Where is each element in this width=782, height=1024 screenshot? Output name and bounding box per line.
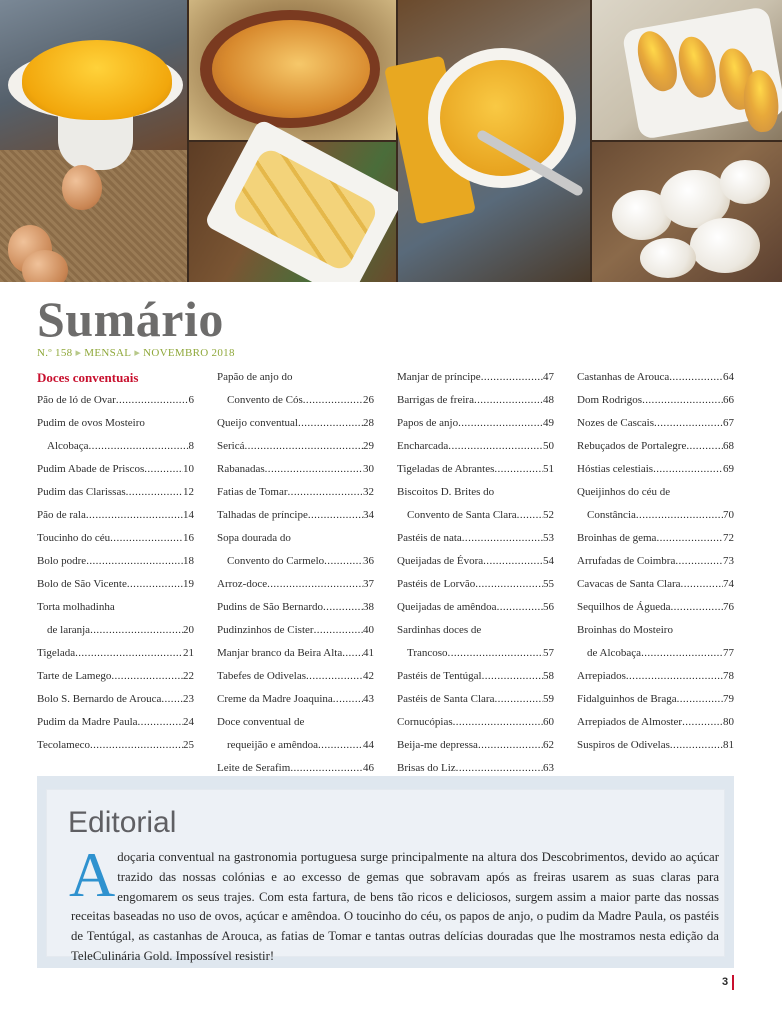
page-number: 3	[722, 976, 729, 988]
entry-title: Broinhas de gema	[577, 532, 657, 544]
entry-page: 21	[183, 647, 194, 659]
dot-leader	[654, 412, 723, 435]
issue-date: NOVEMBRO 2018	[143, 347, 235, 359]
egg	[62, 165, 102, 210]
entry-page: 47	[543, 371, 554, 383]
contents-entry	[37, 619, 194, 642]
entry-page: 37	[363, 578, 374, 590]
entry-page: 49	[543, 417, 554, 429]
contents-entry	[217, 688, 374, 711]
entry-page: 46	[363, 762, 374, 774]
issue-number: N.º 158	[37, 347, 73, 359]
contents-entry	[577, 458, 734, 481]
entry-page: 68	[723, 440, 734, 452]
contents-entry	[397, 734, 554, 757]
pao-de-lo-cake	[22, 40, 172, 120]
entry-title: Toucinho do céu	[37, 532, 111, 544]
entry-page: 40	[363, 624, 374, 636]
dot-leader	[306, 665, 363, 688]
dot-leader	[89, 435, 189, 458]
entry-page: 36	[363, 555, 374, 567]
contents-entry	[37, 389, 194, 412]
entry-title: Sequilhos de Águeda	[577, 601, 671, 613]
entry-title: Tarte de Lamego	[37, 670, 112, 682]
entry-title: Tecolameco	[37, 739, 90, 751]
entry-page: 24	[183, 716, 194, 728]
entry-title: Constância	[587, 509, 636, 521]
contents-entry	[577, 366, 734, 389]
entry-title: Fatias de Tomar	[217, 486, 288, 498]
entry-page: 6	[188, 394, 194, 406]
contents-entry	[397, 458, 554, 481]
entry-page: 18	[183, 555, 194, 567]
dot-leader	[110, 527, 183, 550]
entry-page: 30	[363, 463, 374, 475]
contents-entry	[217, 389, 374, 412]
entry-title: Pastéis de Tentúgal	[397, 670, 482, 682]
entry-title: Creme da Madre Joaquina	[217, 693, 333, 705]
dot-leader	[244, 435, 363, 458]
dot-leader	[314, 619, 363, 642]
contents-entry	[217, 734, 374, 757]
entry-title: Leite de Serafim	[217, 762, 291, 774]
entry-title: Pastéis de Santa Clara	[397, 693, 495, 705]
entry-page: 73	[723, 555, 734, 567]
entry-page: 81	[723, 739, 734, 751]
entry-title: Queijo conventual	[217, 417, 298, 429]
entry-page: 29	[363, 440, 374, 452]
triangle-icon: ▸	[75, 347, 82, 359]
entry-title: Convento do Carmelo	[227, 555, 325, 567]
entry-page: 32	[363, 486, 374, 498]
contents-entry	[577, 504, 734, 527]
dot-leader	[497, 596, 543, 619]
contents-entry	[397, 550, 554, 573]
dot-leader	[682, 711, 723, 734]
dot-leader	[86, 504, 183, 527]
contents-entry	[217, 619, 374, 642]
entry-title: Beija-me depressa	[397, 739, 478, 751]
dot-leader	[453, 711, 543, 734]
contents-entry	[37, 527, 194, 550]
dot-leader	[127, 573, 183, 596]
dot-leader	[474, 389, 543, 412]
contents-entry	[397, 366, 554, 389]
entry-title: Tigelada	[37, 647, 76, 659]
entry-page: 34	[363, 509, 374, 521]
entry-title: Papão de anjo do	[217, 371, 293, 383]
contents-entry	[577, 435, 734, 458]
entry-page: 50	[543, 440, 554, 452]
contents-entry	[397, 711, 554, 734]
entry-title: Arrepiados	[577, 670, 626, 682]
contents-entry	[577, 596, 734, 619]
entry-title: Tabefes de Odivelas	[217, 670, 307, 682]
contents-entry	[37, 550, 194, 573]
contents-entry	[37, 688, 194, 711]
entry-page: 76	[723, 601, 734, 613]
entry-page: 80	[723, 716, 734, 728]
entry-title: Pudinzinhos de Cister	[217, 624, 314, 636]
entry-title: Pão de rala	[37, 509, 86, 521]
entry-page: 57	[543, 647, 554, 659]
contents-column-4	[577, 366, 734, 757]
contents-entry	[37, 734, 194, 757]
entry-title: Rebuçados de Portalegre	[577, 440, 687, 452]
issue-line	[37, 346, 235, 359]
editorial-text	[69, 839, 719, 967]
dot-leader	[670, 596, 723, 619]
entry-title: Convento de Cós	[227, 394, 303, 406]
contents-entry	[217, 458, 374, 481]
entry-page: 23	[183, 693, 194, 705]
entry-page: 8	[188, 440, 194, 452]
entry-title: Arroz-doce	[217, 578, 268, 590]
dot-leader	[482, 665, 543, 688]
dot-leader	[324, 550, 363, 573]
meringue	[720, 160, 770, 204]
entry-title: Pudins de São Bernardo	[217, 601, 324, 613]
dot-leader	[494, 458, 543, 481]
dot-leader	[116, 389, 189, 412]
dot-leader	[308, 504, 363, 527]
page-title: Sumário	[37, 291, 224, 347]
entry-title: Queijadas de amêndoa	[397, 601, 497, 613]
contents-entry	[217, 550, 374, 573]
dot-leader	[111, 665, 183, 688]
contents-entry	[577, 734, 734, 757]
entry-title: Arrepiados de Almoster	[577, 716, 683, 728]
entry-page: 38	[363, 601, 374, 613]
dot-leader	[478, 734, 543, 757]
contents-entry	[577, 412, 734, 435]
entry-title: Bolo de São Vicente	[37, 578, 127, 590]
dot-leader	[323, 596, 363, 619]
dot-leader	[267, 573, 363, 596]
editorial-body: doçaria conventual na gastronomia portuguesa surge principalmente na altura dos Descobrimentos, devido ao açúcar trazido das nossas colónias e ao excesso de gemas que sobravam após as freiras usarem as suas claras para engomarem os seus trajes. Com esta fartura, de bens tão ricos e deliciosos, surgem assim a maior parte das nossas receitas baseadas no uso de ovos, açúcar e amêndoa. O toucinho do céu, os papos de anjo, o pudim da Madre Paula, os pastéis de Tentúgal, as castanhas de Arouca, as fatias de Tomar e tantas outras delícias douradas que lhe mostramos nesta edição da TeleCulinária Gold. Impossível resistir!	[71, 850, 719, 963]
dot-leader	[675, 550, 723, 573]
contents-entry	[397, 573, 554, 596]
entry-title: Pudim de ovos Mosteiro	[37, 417, 145, 429]
entry-title: Pastéis de Lorvão	[397, 578, 476, 590]
dot-leader	[641, 642, 723, 665]
entry-title: Trancoso	[407, 647, 448, 659]
entry-title: Pudim das Clarissas	[37, 486, 126, 498]
contents-entry	[37, 481, 194, 504]
entry-title: Arrufadas de Coimbra	[577, 555, 676, 567]
entry-title: Alcobaça	[47, 440, 89, 452]
contents-entry	[217, 596, 374, 619]
contents-entry	[37, 642, 194, 665]
dot-leader	[75, 642, 183, 665]
entry-page: 67	[723, 417, 734, 429]
entry-page: 69	[723, 463, 734, 475]
contents-entry	[37, 458, 194, 481]
entry-title: Torta molhadinha	[37, 601, 115, 613]
contents-column-1	[37, 366, 194, 757]
ovos-moles-cream	[440, 60, 564, 176]
entry-page: 16	[183, 532, 194, 544]
entry-page: 60	[543, 716, 554, 728]
entry-title: Fidalguinhos de Braga	[577, 693, 677, 705]
entry-page: 55	[543, 578, 554, 590]
entry-page: 14	[183, 509, 194, 521]
entry-title: Castanhas de Arouca	[577, 371, 670, 383]
contents-entry	[217, 642, 374, 665]
entry-page: 59	[543, 693, 554, 705]
entry-title: Queijadas de Évora	[397, 555, 484, 567]
entry-page: 48	[543, 394, 554, 406]
dot-leader	[161, 688, 183, 711]
entry-page: 25	[183, 739, 194, 751]
section-heading: Doces conventuais	[37, 370, 139, 385]
entry-title: Bolo podre	[37, 555, 87, 567]
entry-title: Pudim Abade de Priscos	[37, 463, 145, 475]
contents-entry	[37, 665, 194, 688]
contents-entry	[577, 389, 734, 412]
entry-page: 53	[543, 532, 554, 544]
entry-title: Sopa dourada do	[217, 532, 291, 544]
contents-entry	[397, 504, 554, 527]
entry-page: 52	[543, 509, 554, 521]
entry-page: 74	[723, 578, 734, 590]
dot-leader	[642, 389, 723, 412]
dot-leader	[656, 527, 723, 550]
editorial-panel	[47, 790, 724, 963]
contents-entry	[217, 412, 374, 435]
dot-leader	[677, 688, 723, 711]
entry-title: Encharcada	[397, 440, 449, 452]
entry-title: Hóstias celestiais	[577, 463, 654, 475]
contents-entry	[577, 665, 734, 688]
contents-entry	[577, 527, 734, 550]
contents-entry	[217, 481, 374, 504]
entry-title: Pão de ló de Ovar	[37, 394, 116, 406]
contents-entry	[217, 504, 374, 527]
entry-title: Dom Rodrigos	[577, 394, 643, 406]
dot-leader	[483, 550, 543, 573]
contents-entry	[577, 711, 734, 734]
contents-entry	[577, 688, 734, 711]
contents-entry	[577, 642, 734, 665]
dot-leader	[333, 688, 363, 711]
meringue	[640, 238, 696, 278]
entry-page: 22	[183, 670, 194, 682]
entry-title: Tigeladas de Abrantes	[397, 463, 495, 475]
entry-title: requeijão e amêndoa	[227, 739, 319, 751]
contents-entry	[577, 573, 734, 596]
dot-leader	[448, 435, 543, 458]
entry-title: Suspiros de Odivelas	[577, 739, 670, 751]
dot-leader	[448, 642, 543, 665]
contents-entry	[37, 711, 194, 734]
dot-leader	[494, 688, 543, 711]
entry-title: Pastéis de nata	[397, 532, 462, 544]
dot-leader	[481, 366, 543, 389]
contents-entry	[397, 412, 554, 435]
entry-title: Cavacas de Santa Clara	[577, 578, 681, 590]
dot-leader	[458, 412, 543, 435]
dot-leader	[298, 412, 363, 435]
entry-title: de laranja	[47, 624, 91, 636]
entry-page: 41	[363, 647, 374, 659]
contents-entry	[397, 688, 554, 711]
dot-leader	[681, 573, 723, 596]
dot-leader	[686, 435, 723, 458]
contents-entry	[37, 573, 194, 596]
entry-page: 28	[363, 417, 374, 429]
entry-page: 43	[363, 693, 374, 705]
issue-frequency: MENSAL	[84, 347, 132, 359]
dropcap: A	[69, 839, 116, 910]
dot-leader	[144, 458, 183, 481]
entry-title: Queijinhos do céu de	[577, 486, 671, 498]
contents-entry	[397, 527, 554, 550]
editorial-title: Editorial	[68, 806, 177, 839]
entry-title: Nozes de Cascais	[577, 417, 654, 429]
entry-page: 44	[363, 739, 374, 751]
dot-leader	[265, 458, 363, 481]
dot-leader	[626, 665, 723, 688]
entry-page: 62	[543, 739, 554, 751]
dot-leader	[90, 619, 183, 642]
contents-entry	[37, 435, 194, 458]
entry-title: Brisas do Liz	[397, 762, 456, 774]
entry-title: Cornucópias	[397, 716, 453, 728]
entry-page: 56	[543, 601, 554, 613]
entry-page: 10	[183, 463, 194, 475]
entry-page: 64	[723, 371, 734, 383]
entry-title: Broinhas do Mosteiro	[577, 624, 673, 636]
entry-page: 79	[723, 693, 734, 705]
meringue	[690, 218, 760, 273]
entry-title: Rabanadas	[217, 463, 265, 475]
entry-page: 54	[543, 555, 554, 567]
dot-leader	[342, 642, 363, 665]
dot-leader	[126, 481, 183, 504]
entry-title: Bolo S. Bernardo de Arouca	[37, 693, 162, 705]
entry-title: Biscoitos D. Brites do	[397, 486, 495, 498]
dot-leader	[653, 458, 723, 481]
page-number-bar	[732, 975, 734, 990]
entry-page: 58	[543, 670, 554, 682]
entry-page: 26	[363, 394, 374, 406]
entry-title: Sericá	[217, 440, 245, 452]
contents-entry	[577, 550, 734, 573]
entry-title: Talhadas de príncipe	[217, 509, 308, 521]
entry-page: 78	[723, 670, 734, 682]
dot-leader	[90, 734, 183, 757]
custard-tart	[212, 20, 370, 118]
entry-title: Barrigas de freira	[397, 394, 474, 406]
egg	[22, 250, 68, 282]
entry-title: Sardinhas doces de	[397, 624, 482, 636]
dot-leader	[636, 504, 723, 527]
entry-title: Papos de anjo	[397, 417, 459, 429]
contents-entry	[217, 665, 374, 688]
contents-entry	[37, 504, 194, 527]
dot-leader	[462, 527, 543, 550]
entry-page: 42	[363, 670, 374, 682]
dot-leader	[138, 711, 183, 734]
entry-page: 66	[723, 394, 734, 406]
dot-leader	[86, 550, 183, 573]
contents-entry	[397, 435, 554, 458]
entry-title: Convento de Santa Clara	[407, 509, 517, 521]
dot-leader	[670, 734, 723, 757]
entry-page: 72	[723, 532, 734, 544]
entry-title: Doce conventual de	[217, 716, 305, 728]
entry-page: 63	[543, 762, 554, 774]
dot-leader	[517, 504, 543, 527]
entry-title: Manjar branco da Beira Alta	[217, 647, 343, 659]
entry-page: 19	[183, 578, 194, 590]
contents-column-3	[397, 366, 554, 780]
entry-title: de Alcobaça	[587, 647, 642, 659]
contents-entry	[397, 642, 554, 665]
contents-entry	[397, 389, 554, 412]
contents-column-2	[217, 366, 374, 780]
triangle-icon: ▸	[134, 347, 141, 359]
dot-leader	[318, 734, 363, 757]
entry-page: 51	[543, 463, 554, 475]
contents-entry	[217, 573, 374, 596]
entry-page: 20	[183, 624, 194, 636]
contents-entry	[397, 596, 554, 619]
entry-title: Pudim da Madre Paula	[37, 716, 138, 728]
entry-page: 77	[723, 647, 734, 659]
dot-leader	[669, 366, 723, 389]
entry-page: 12	[183, 486, 194, 498]
dot-leader	[288, 481, 363, 504]
editorial-box	[37, 776, 734, 968]
contents-entry	[217, 435, 374, 458]
dot-leader	[303, 389, 363, 412]
entry-title: Manjar de príncipe	[397, 371, 481, 383]
contents-entry	[397, 665, 554, 688]
dot-leader	[475, 573, 543, 596]
entry-page: 70	[723, 509, 734, 521]
photo-collage	[0, 0, 782, 282]
